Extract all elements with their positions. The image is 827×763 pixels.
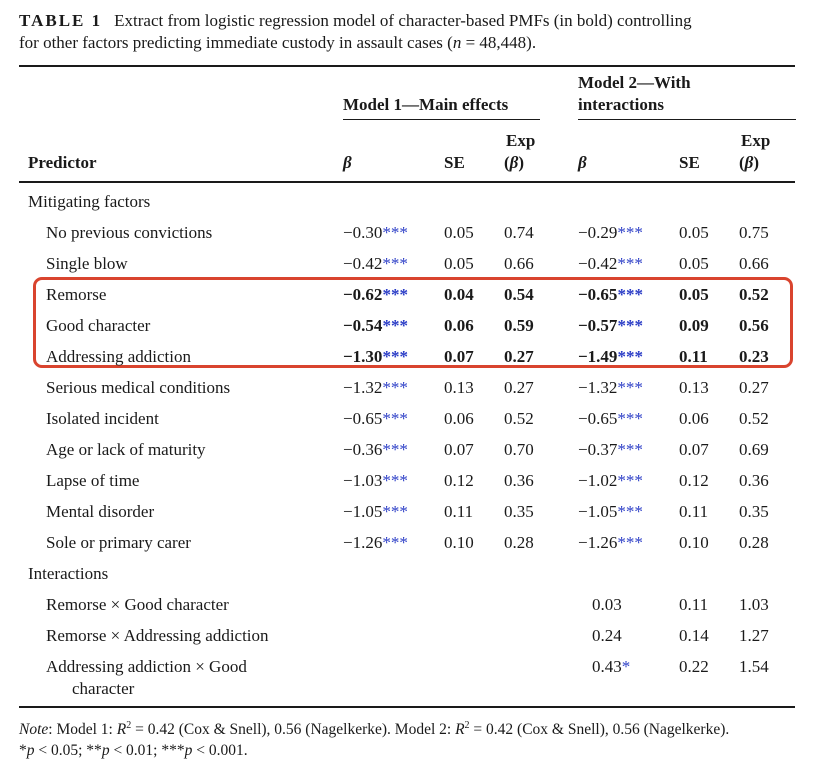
interaction-label-cont: character — [72, 679, 135, 698]
interaction-m2-beta-cell — [592, 594, 622, 616]
m1-se-cell: 0.05 — [444, 254, 474, 273]
m2-beta-cell — [578, 315, 643, 337]
interaction-label: Addressing addiction × Good — [46, 657, 247, 676]
top-rule — [19, 65, 795, 67]
m1-exp-cell: 0.28 — [504, 533, 534, 552]
m2-beta-value: −1.49 — [578, 347, 618, 366]
m2-beta-value: −0.65 — [578, 285, 618, 304]
m1-exp-cell: 0.52 — [504, 409, 534, 428]
m2-se-cell: 0.07 — [679, 440, 709, 459]
interaction-m2-se-cell: 0.14 — [679, 626, 709, 645]
m2-se-cell: 0.10 — [679, 533, 709, 552]
row-label: Isolated incident — [46, 409, 159, 428]
header-rule — [19, 181, 795, 183]
m2-exp-header-line2: (β) — [739, 153, 760, 172]
m1-se-cell: 0.06 — [444, 409, 474, 428]
m2-se-header: SE — [679, 153, 700, 172]
m2-significance-stars: *** — [617, 316, 643, 335]
m2-beta-value: −0.29 — [578, 223, 618, 242]
row-label: Single blow — [46, 254, 128, 273]
interaction-m2-exp-cell: 1.03 — [739, 595, 769, 614]
m1-se-cell: 0.07 — [444, 440, 474, 459]
m2-beta-value: −1.05 — [578, 502, 618, 521]
m2-se-cell: 0.13 — [679, 378, 709, 397]
m2-significance-stars: *** — [617, 347, 643, 366]
m2-exp-cell: 0.35 — [739, 502, 769, 521]
m2-se-cell: 0.06 — [679, 409, 709, 428]
m1-se-cell: 0.12 — [444, 471, 474, 490]
m2-exp-cell: 0.36 — [739, 471, 769, 490]
m2-beta-cell — [578, 501, 643, 523]
m1-significance-stars: *** — [382, 316, 408, 335]
m2-se-cell: 0.05 — [679, 285, 709, 304]
m2-se-cell: 0.05 — [679, 254, 709, 273]
row-label: Mental disorder — [46, 502, 155, 521]
m1-beta-cell — [343, 284, 408, 306]
m1-beta-cell — [343, 439, 408, 461]
m2-exp-cell: 0.75 — [739, 223, 769, 242]
m1-beta-cell — [343, 377, 408, 399]
m1-se-cell: 0.10 — [444, 533, 474, 552]
m1-significance-stars: *** — [382, 409, 408, 428]
m1-beta-value: −1.05 — [343, 502, 383, 521]
model2-header-line2: interactions — [578, 95, 664, 114]
m1-exp-header-line2: (β) — [504, 153, 525, 172]
model2-header-line1: Model 2—With — [578, 73, 691, 92]
m2-beta-header: β — [578, 153, 587, 172]
m1-significance-stars: *** — [382, 378, 408, 397]
m2-beta-cell — [578, 253, 643, 275]
m1-exp-cell: 0.70 — [504, 440, 534, 459]
m1-beta-value: −1.30 — [343, 347, 383, 366]
model1-header: Model 1—Main effects — [343, 95, 509, 114]
m2-beta-value: −1.26 — [578, 533, 618, 552]
m1-exp-cell: 0.27 — [504, 347, 534, 366]
m1-exp-cell: 0.54 — [504, 285, 534, 304]
interaction-m2-beta-cell — [592, 625, 622, 647]
m2-beta-cell — [578, 346, 643, 368]
m1-significance-stars: *** — [382, 440, 408, 459]
m1-beta-value: −0.30 — [343, 223, 383, 242]
m2-exp-cell: 0.69 — [739, 440, 769, 459]
m1-beta-cell — [343, 532, 408, 554]
m1-se-cell: 0.11 — [444, 502, 474, 521]
interaction-m2-exp-cell: 1.27 — [739, 626, 769, 645]
section-mitigating: Mitigating factors — [28, 192, 151, 211]
m2-significance-stars: *** — [617, 502, 643, 521]
m2-significance-stars: *** — [617, 223, 643, 242]
interaction-m2-se-cell: 0.22 — [679, 657, 709, 676]
m2-significance-stars: *** — [617, 378, 643, 397]
m2-beta-value: −1.32 — [578, 378, 618, 397]
m1-se-cell: 0.06 — [444, 316, 474, 335]
m2-significance-stars: *** — [617, 440, 643, 459]
m1-beta-value: −1.32 — [343, 378, 383, 397]
m1-se-cell: 0.07 — [444, 347, 474, 366]
m1-significance-stars: *** — [382, 471, 408, 490]
caption-line2b: = 48,448). — [461, 33, 537, 52]
caption-line2a: for other factors predicting immediate custody in assault cases ( — [19, 33, 453, 52]
m2-exp-cell: 0.66 — [739, 254, 769, 273]
m1-significance-stars: *** — [382, 223, 408, 242]
m2-significance-stars: *** — [617, 471, 643, 490]
bottom-rule — [19, 706, 795, 708]
m1-beta-value: −1.03 — [343, 471, 383, 490]
interaction-m2-se-cell: 0.11 — [679, 595, 709, 614]
m1-beta-cell — [343, 222, 408, 244]
m1-beta-cell — [343, 253, 408, 275]
interaction-label: Remorse × Addressing addiction — [46, 626, 269, 645]
m1-beta-cell — [343, 346, 408, 368]
table-label: TABLE 1 — [19, 11, 103, 30]
m2-se-cell: 0.05 — [679, 223, 709, 242]
m2-beta-value: −1.02 — [578, 471, 618, 490]
m2-exp-cell: 0.56 — [739, 316, 769, 335]
interaction-m2-beta-cell — [592, 656, 630, 678]
m1-beta-value: −0.54 — [343, 316, 383, 335]
caption-line1: Extract from logistic regression model of character-based PMFs (in bold) controlling — [114, 11, 692, 30]
m1-exp-cell: 0.27 — [504, 378, 534, 397]
m2-beta-cell — [578, 284, 643, 306]
m2-significance-stars: *** — [617, 285, 643, 304]
m1-beta-cell — [343, 408, 408, 430]
m1-beta-cell — [343, 470, 408, 492]
model2-rule — [578, 119, 796, 120]
table-note: Note: Model 1: $R^2 = 0.42$ (Cox & Snell), 0.56 (Nagelkerke). Model 2: $R^2 = 0.42$ (Cox & Snell), 0.56 (Nagelkerke). *p < 0.05; **p < 0.01; ***p < 0.001. — [19, 720, 730, 760]
m2-beta-cell — [578, 377, 643, 399]
m1-beta-cell — [343, 315, 408, 337]
m1-significance-stars: *** — [382, 285, 408, 304]
m2-beta-cell — [578, 439, 643, 461]
m2-beta-cell — [578, 470, 643, 492]
m1-beta-cell — [343, 501, 408, 523]
note-prefix: Note — [19, 721, 49, 739]
m2-significance-stars: *** — [617, 254, 643, 273]
m1-significance-stars: *** — [382, 347, 408, 366]
row-label: Good character — [46, 316, 151, 335]
m2-exp-cell: 0.28 — [739, 533, 769, 552]
m2-exp-cell: 0.52 — [739, 285, 769, 304]
m2-se-cell: 0.11 — [679, 502, 709, 521]
m1-exp-cell: 0.59 — [504, 316, 534, 335]
interaction-m2-beta-value: 0.24 — [592, 626, 622, 645]
m1-beta-header: β — [343, 153, 352, 172]
m1-exp-cell: 0.66 — [504, 254, 534, 273]
interaction-m2-significance-stars: * — [621, 657, 631, 676]
m2-beta-cell — [578, 408, 643, 430]
section-interactions: Interactions — [28, 564, 109, 583]
m2-significance-stars: *** — [617, 409, 643, 428]
interaction-m2-exp-cell: 1.54 — [739, 657, 769, 676]
interaction-m2-beta-value: 0.03 — [592, 595, 622, 614]
m1-beta-value: −0.36 — [343, 440, 383, 459]
row-label: Addressing addiction — [46, 347, 191, 366]
m2-se-cell: 0.11 — [679, 347, 708, 366]
m2-exp-cell: 0.23 — [739, 347, 769, 366]
m1-se-cell: 0.13 — [444, 378, 474, 397]
m2-exp-header-line1: Exp — [741, 131, 771, 150]
m1-exp-header-line1: Exp — [506, 131, 536, 150]
m2-exp-cell: 0.27 — [739, 378, 769, 397]
m2-significance-stars: *** — [617, 533, 643, 552]
interaction-m2-beta-value: 0.43 — [592, 657, 622, 676]
row-label: Serious medical conditions — [46, 378, 231, 397]
m2-se-cell: 0.12 — [679, 471, 709, 490]
model1-rule — [343, 119, 540, 120]
m2-exp-cell: 0.52 — [739, 409, 769, 428]
m1-se-header: SE — [444, 153, 465, 172]
row-label: Sole or primary carer — [46, 533, 191, 552]
m1-beta-value: −1.26 — [343, 533, 383, 552]
m1-se-cell: 0.04 — [444, 285, 474, 304]
m1-se-cell: 0.05 — [444, 223, 474, 242]
table-caption — [19, 10, 809, 54]
row-label: Age or lack of maturity — [46, 440, 206, 459]
row-label: Remorse — [46, 285, 107, 304]
m1-significance-stars: *** — [382, 533, 408, 552]
predictor-header: Predictor — [28, 153, 97, 172]
row-label: Lapse of time — [46, 471, 140, 490]
m2-beta-value: −0.65 — [578, 409, 618, 428]
m2-beta-value: −0.42 — [578, 254, 618, 273]
m1-significance-stars: *** — [382, 254, 408, 273]
m2-beta-value: −0.37 — [578, 440, 618, 459]
m2-beta-cell — [578, 532, 643, 554]
m1-beta-value: −0.42 — [343, 254, 383, 273]
m1-significance-stars: *** — [382, 502, 408, 521]
m2-beta-value: −0.57 — [578, 316, 618, 335]
m2-se-cell: 0.09 — [679, 316, 709, 335]
m1-exp-cell: 0.35 — [504, 502, 534, 521]
row-label: No previous convictions — [46, 223, 213, 242]
caption-n: n — [452, 33, 462, 52]
m1-exp-cell: 0.36 — [504, 471, 534, 490]
m1-exp-cell: 0.74 — [504, 223, 534, 242]
m1-beta-value: −0.65 — [343, 409, 383, 428]
interaction-label: Remorse × Good character — [46, 595, 229, 614]
m2-beta-cell — [578, 222, 643, 244]
m1-beta-value: −0.62 — [343, 285, 383, 304]
